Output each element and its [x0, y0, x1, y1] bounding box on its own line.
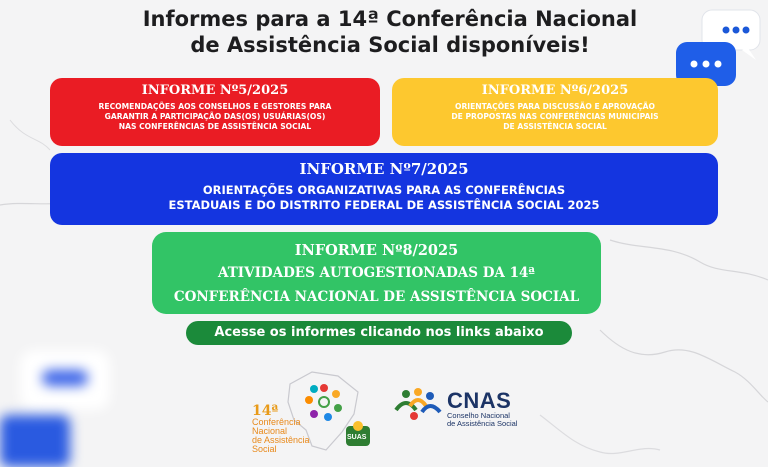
informe-6-heading: INFORME Nº6/2025: [481, 83, 629, 98]
blurred-chat-icon: [0, 340, 140, 467]
informe-6-line-2: DE PROPOSTAS NAS CONFERÊNCIAS MUNICIPAIS: [451, 112, 659, 121]
informe-8-heading: INFORME Nº8/2025: [294, 242, 459, 259]
title-line-2: de Assistência Social disponíveis!: [190, 33, 590, 57]
cnas-people-icon: [392, 386, 444, 426]
page-title: [110, 6, 670, 58]
conference-label-line-1: Conferência: [252, 417, 301, 427]
informe-8-line-1: ATIVIDADES AUTOGESTIONADAS DA 14ª: [218, 265, 535, 281]
informe-5-line-2: GARANTIR A PARTICIPAÇÃO DAS(OS) USUÁRIAS(OS): [104, 112, 326, 121]
informe-5-heading: INFORME Nº5/2025: [141, 83, 289, 98]
cnas-acronym: CNAS: [447, 388, 512, 413]
informe-7-heading: INFORME Nº7/2025: [299, 160, 469, 178]
informe-5-line-3: NAS CONFERÊNCIAS DE ASSISTÊNCIA SOCIAL: [118, 122, 312, 131]
conference-label-line-2: Nacional: [252, 426, 288, 436]
conference-number: 14ª: [252, 403, 279, 419]
conference-label-line-3: de Assistência: [252, 435, 310, 445]
cnas-subtitle-line-1: Conselho Nacional: [447, 411, 510, 420]
informe-7-line-1: ORIENTAÇÕES ORGANIZATIVAS PARA AS CONFERÊNCIAS: [202, 183, 566, 197]
cnas-subtitle: [447, 412, 517, 428]
suas-badge: SUAS: [347, 434, 367, 441]
cnas-logo: [392, 382, 532, 432]
informe-7-line-2: ESTADUAIS E DO DISTRITO FEDERAL DE ASSISTÊNCIA SOCIAL 2025: [168, 198, 600, 212]
informe-7-card[interactable]: [50, 153, 718, 225]
informe-6-line-1: ORIENTAÇÕES PARA DISCUSSÃO E APROVAÇÃO: [454, 102, 655, 111]
conference-label: [252, 418, 324, 454]
informe-5-line-1: RECOMENDAÇÕES AOS CONSELHOS E GESTORES PARA: [98, 102, 332, 111]
title-line-1: Informes para a 14ª Conferência Nacional: [142, 7, 638, 31]
informe-5-card[interactable]: [50, 78, 380, 146]
conference-label-line-4: Social: [252, 444, 277, 454]
cnas-subtitle-line-2: de Assistência Social: [447, 419, 518, 428]
access-links-button[interactable]: Acesse os informes clicando nos links abaixo: [186, 321, 572, 345]
informe-6-card[interactable]: [392, 78, 718, 146]
informe-8-line-2: CONFERÊNCIA NACIONAL DE ASSISTÊNCIA SOCIAL: [173, 289, 580, 305]
conference-logo: [250, 366, 380, 458]
informe-6-line-3: DE ASSISTÊNCIA SOCIAL: [503, 122, 607, 131]
informe-8-card[interactable]: [152, 232, 601, 314]
